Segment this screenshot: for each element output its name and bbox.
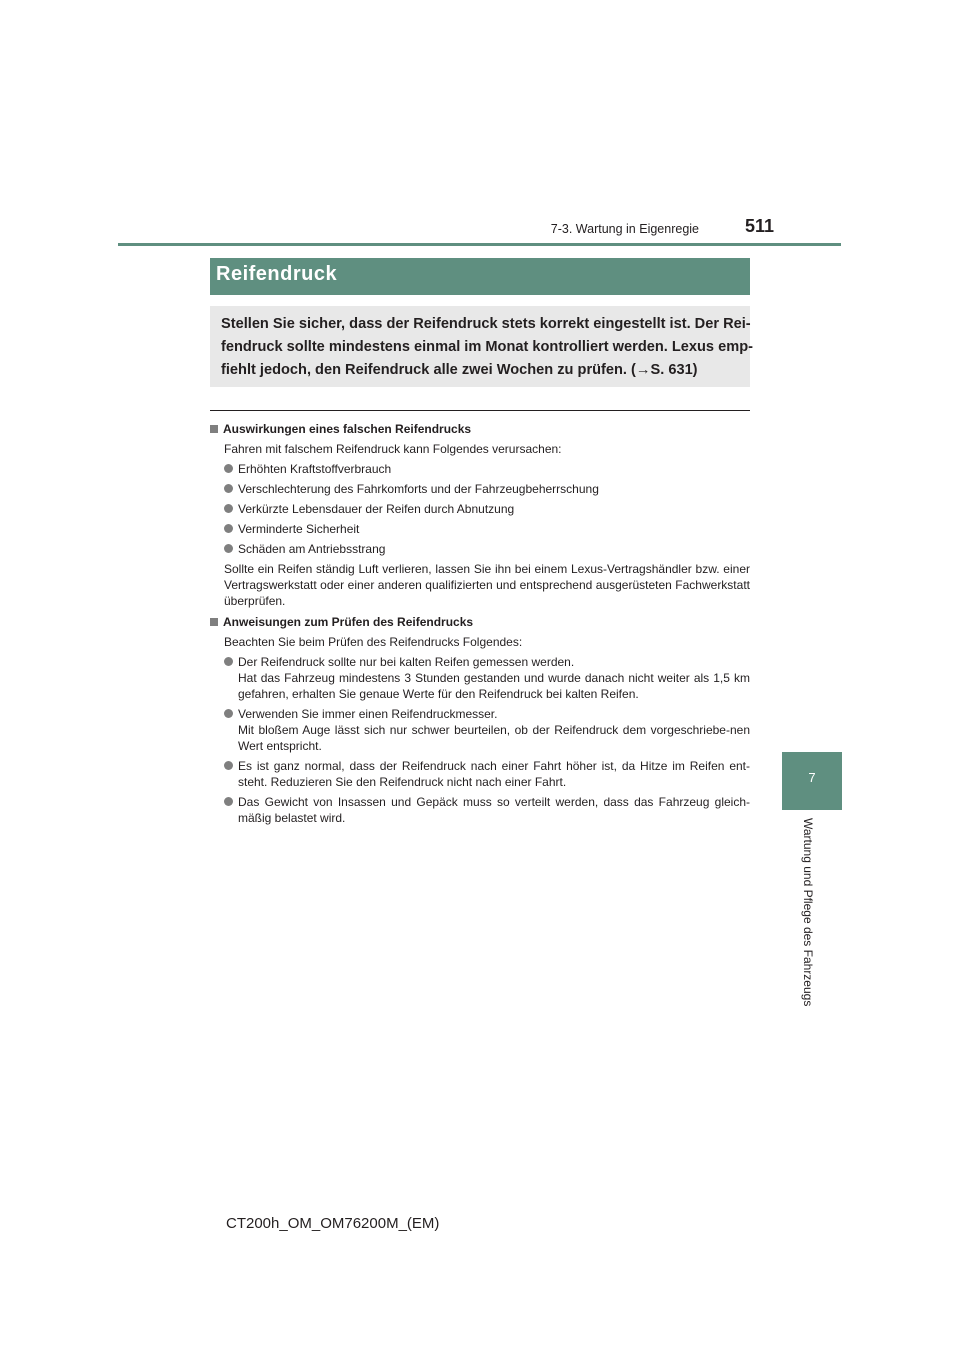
document-code: CT200h_OM_OM76200M_(EM) [226, 1215, 440, 1232]
list-item-text: Verschlechterung des Fahrkomforts und der Fahrzeugbeherrschung [238, 482, 599, 496]
section-closing: Sollte ein Reifen ständig Luft verlieren, lassen Sie ihn bei einem Lexus-Vertragshändler bzw. einer Vertragswerkstatt oder einer anderen qualifizierten und entsprechend ausgerüsteten Fachwerkstatt überprüfen. [224, 562, 750, 608]
circle-bullet-icon [224, 504, 233, 513]
circle-bullet-icon [224, 464, 233, 473]
page-number: 511 [744, 216, 774, 236]
intro-line: fendruck sollte mindestens einmal im Monat kontrolliert werden. Lexus emp- [221, 339, 753, 355]
circle-bullet-icon [224, 524, 233, 533]
list-item-text: Erhöhten Kraftstoffverbrauch [238, 462, 392, 476]
list-item [224, 541, 750, 557]
header-section-title: 7-3. Wartung in Eigenregie [550, 222, 699, 236]
section-heading-text: Anweisungen zum Prüfen des Reifendrucks [223, 615, 474, 629]
list-item-text: Verminderte Sicherheit [238, 522, 360, 536]
section-lead: Fahren mit falschem Reifendruck kann Folgendes verursachen: [224, 442, 562, 456]
section-lead: Beachten Sie beim Prüfen des Reifendrucks Folgendes: [224, 635, 523, 649]
chapter-title-text: Wartung und Pflege des Fahrzeugs [801, 818, 815, 1007]
list-item-text: Es ist ganz normal, dass der Reifendruck nach einer Fahrt höher ist, da Hitze im Reifen ent-steht. Reduzieren Sie den Reifendruck nicht nach einer Fahrt. [238, 759, 750, 789]
circle-bullet-icon [224, 709, 233, 718]
list-item-text: Der Reifendruck sollte nur bei kalten Reifen gemessen werden. [238, 655, 575, 669]
list-item [224, 758, 750, 790]
list-item [224, 794, 750, 826]
list-item [224, 654, 750, 702]
circle-bullet-icon [224, 797, 233, 806]
main-content [210, 421, 750, 826]
intro-line: fiehlt jedoch, den Reifendruck alle zwei Wochen zu prüfen. (→S. 631) [221, 362, 698, 378]
square-bullet-icon [210, 425, 218, 433]
list-item [224, 521, 750, 537]
intro-text [221, 313, 753, 382]
section-heading-text: Auswirkungen eines falschen Reifendrucks [223, 422, 472, 436]
header-divider [118, 243, 841, 246]
list-item [224, 501, 750, 517]
circle-bullet-icon [224, 484, 233, 493]
list-item-text: Verkürzte Lebensdauer der Reifen durch Abnutzung [238, 502, 515, 516]
section-heading [210, 421, 750, 437]
intro-line: Stellen Sie sicher, dass der Reifendruck stets korrekt eingestellt ist. Der Rei- [221, 316, 751, 332]
list-item-detail: Hat das Fahrzeug mindestens 3 Stunden gestanden und wurde danach nicht weiter als 1,5 km gefahren, erhalten Sie genaue Werte für den Reifendruck bei kalten Reifen. [238, 671, 750, 701]
page-title: Reifendruck [216, 263, 338, 285]
list-item-text: Das Gewicht von Insassen und Gepäck muss so verteilt werden, dass das Fahrzeug gleich-mäßig belastet wird. [238, 795, 750, 825]
circle-bullet-icon [224, 657, 233, 666]
section-divider [210, 410, 750, 411]
square-bullet-icon [210, 618, 218, 626]
section-heading [210, 614, 750, 630]
chapter-number: 7 [808, 770, 816, 785]
list-item-text: Schäden am Antriebsstrang [238, 542, 386, 556]
list-item-text: Verwenden Sie immer einen Reifendruckmesser. [238, 707, 498, 721]
circle-bullet-icon [224, 761, 233, 770]
list-item [224, 706, 750, 754]
list-item [224, 461, 750, 477]
list-item-detail: Mit bloßem Auge lässt sich nur schwer beurteilen, ob der Reifendruck dem vorgeschriebe-nen Wert entspricht. [238, 723, 750, 753]
circle-bullet-icon [224, 544, 233, 553]
list-item [224, 481, 750, 497]
